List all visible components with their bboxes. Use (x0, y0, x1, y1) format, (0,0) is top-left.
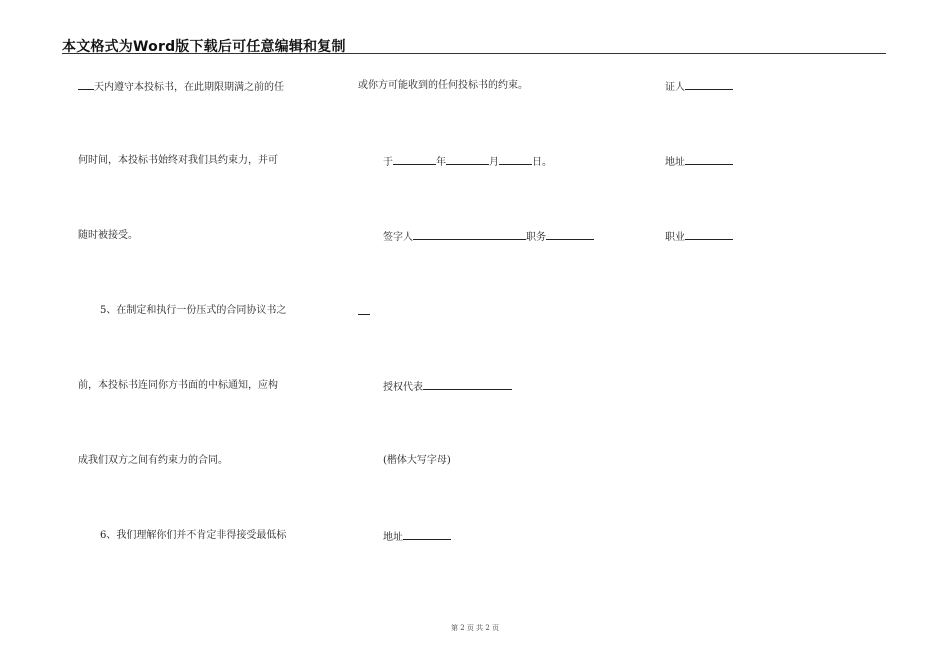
blank-year (446, 155, 489, 165)
authorized-rep-label: 授权代表 (383, 382, 423, 393)
blank-witness (685, 80, 733, 90)
col2-address-line (383, 530, 451, 544)
col1-line-2: 何时间，本投标书始终对我们具约束力，并可 (78, 155, 278, 166)
col3-address-line (665, 155, 733, 169)
col2-line-1: 或你方可能收到的任何投标书的约束。 (358, 80, 528, 91)
col3-occupation-line (665, 230, 733, 244)
blank-witness-address (685, 155, 733, 165)
page-footer: 第 2 页 共 2 页 (450, 624, 500, 632)
col2-line-4 (358, 305, 370, 319)
col1-line-4: 5、在制定和执行一份压式的合同协议书之 (100, 305, 287, 316)
header-divider (62, 53, 886, 54)
date-month-label: 月 (489, 157, 499, 168)
col3-witness-line (665, 80, 733, 94)
occupation-label: 职业 (665, 232, 685, 243)
witness-label: 证人 (665, 82, 685, 93)
blank-days (78, 80, 94, 90)
col1-line-1-text: 天内遵守本投标书，在此期限期满之前的任 (94, 82, 284, 93)
col1-line-1 (78, 80, 284, 94)
document-header-title: 本文格式为Word版下载后可任意编辑和复制 (62, 39, 346, 55)
date-day-label: 日。 (532, 157, 552, 168)
col2-date-line (383, 155, 552, 169)
col2-authorized-line (383, 380, 512, 394)
address-label: 地址 (383, 532, 403, 543)
blank-day (393, 155, 436, 165)
blank-short (358, 305, 370, 315)
blank-position (546, 230, 594, 240)
blank-address (403, 530, 451, 540)
blank-signatory (413, 230, 526, 240)
blank-month (499, 155, 532, 165)
col1-line-3: 随时被接受。 (78, 230, 138, 241)
col2-signature-line (383, 230, 594, 244)
signatory-label: 签字人 (383, 232, 413, 243)
col1-line-6: 成我们双方之间有约束力的合同。 (78, 455, 228, 466)
position-label: 职务 (526, 232, 546, 243)
date-prefix: 于 (383, 157, 393, 168)
col1-line-5: 前，本投标书连同你方书面的中标通知，应构 (78, 380, 278, 391)
date-year-label: 年 (436, 157, 446, 168)
witness-address-label: 地址 (665, 157, 685, 168)
col1-line-7: 6、我们理解你们并不肯定非得接受最低标 (100, 530, 287, 541)
col2-line-6: (楷体大写字母) (383, 455, 451, 466)
blank-occupation (685, 230, 733, 240)
blank-authorized-rep (423, 380, 512, 390)
